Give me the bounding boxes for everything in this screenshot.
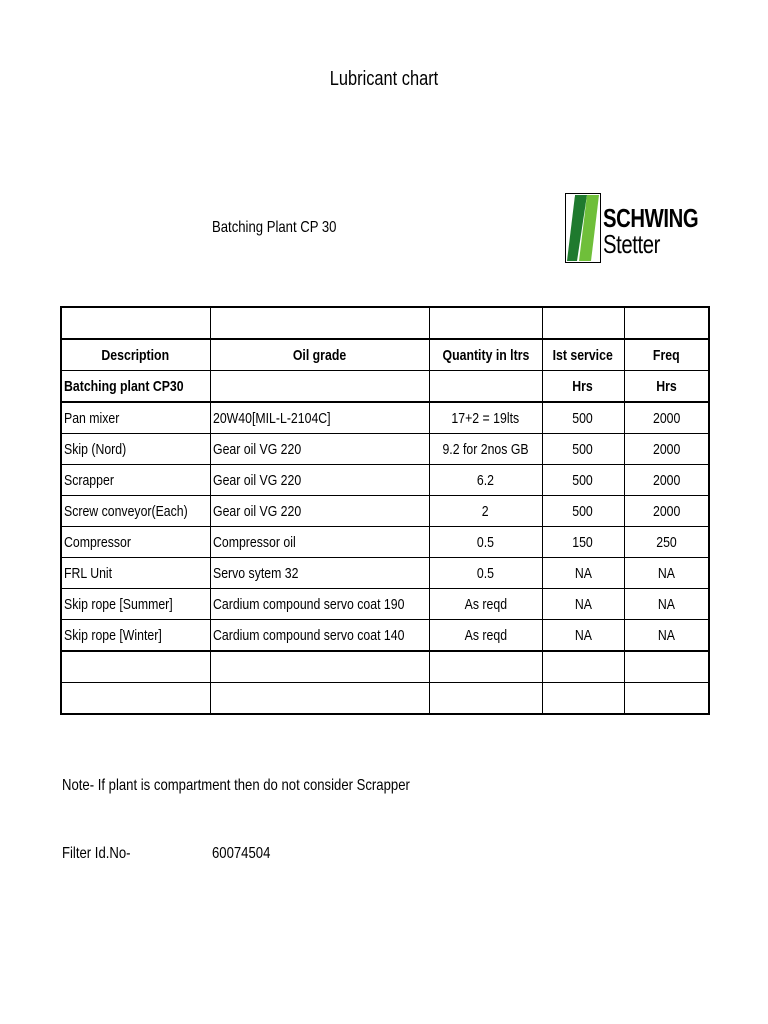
cell-oil-grade: Cardium compound servo coat 140 (210, 620, 429, 652)
cell-description: FRL Unit (61, 558, 210, 589)
cell-first-service: NA (542, 620, 624, 652)
cell-frequency: 2000 (624, 434, 709, 465)
schwing-stetter-logo (563, 192, 699, 264)
cell-frequency: 2000 (624, 465, 709, 496)
subheader-empty (210, 371, 429, 403)
header-description: Description (61, 339, 210, 371)
subheader-hrs: Hrs (542, 371, 624, 403)
table-row (61, 620, 709, 652)
table-row (61, 589, 709, 620)
cell-description: Screw conveyor(Each) (61, 496, 210, 527)
table-row (61, 465, 709, 496)
cell-oil-grade: Gear oil VG 220 (210, 496, 429, 527)
logo-text-stetter: Stetter (603, 229, 661, 259)
table-row (61, 434, 709, 465)
cell-first-service: 500 (542, 465, 624, 496)
note-text: Note- If plant is compartment then do not consider Scrapper (62, 777, 410, 794)
cell-oil-grade: Servo sytem 32 (210, 558, 429, 589)
subheader-plant: Batching plant CP30 (61, 371, 210, 403)
logo-text-schwing: SCHWING (603, 203, 699, 233)
cell-frequency: 250 (624, 527, 709, 558)
cell-first-service: 500 (542, 496, 624, 527)
cell-frequency: 2000 (624, 402, 709, 434)
cell-oil-grade: Gear oil VG 220 (210, 465, 429, 496)
cell-first-service: 500 (542, 402, 624, 434)
cell-quantity: 0.5 (429, 527, 542, 558)
cell-frequency: NA (624, 558, 709, 589)
cell-first-service: NA (542, 558, 624, 589)
header-quantity: Quantity in ltrs (429, 339, 542, 371)
cell-quantity: 0.5 (429, 558, 542, 589)
table-empty-row (61, 683, 709, 715)
table-subheader-row (61, 371, 709, 403)
table-row (61, 558, 709, 589)
page-title: Lubricant chart (329, 68, 439, 90)
cell-first-service: 150 (542, 527, 624, 558)
cell-first-service: 500 (542, 434, 624, 465)
cell-description: Scrapper (61, 465, 210, 496)
subheader-hrs: Hrs (624, 371, 709, 403)
cell-description: Skip (Nord) (61, 434, 210, 465)
logo-stripes-icon (565, 193, 601, 263)
filter-label: Filter Id.No- (62, 845, 131, 862)
cell-description: Skip rope [Winter] (61, 620, 210, 652)
cell-description: Compressor (61, 527, 210, 558)
table-row (61, 527, 709, 558)
cell-oil-grade: Cardium compound servo coat 190 (210, 589, 429, 620)
cell-quantity: 6.2 (429, 465, 542, 496)
cell-first-service: NA (542, 589, 624, 620)
cell-frequency: NA (624, 589, 709, 620)
cell-quantity: As reqd (429, 620, 542, 652)
cell-description: Skip rope [Summer] (61, 589, 210, 620)
cell-frequency: NA (624, 620, 709, 652)
header-oil-grade: Oil grade (210, 339, 429, 371)
cell-quantity: 9.2 for 2nos GB (429, 434, 542, 465)
cell-oil-grade: Compressor oil (210, 527, 429, 558)
table-row (61, 496, 709, 527)
table-empty-row (61, 651, 709, 683)
cell-oil-grade: Gear oil VG 220 (210, 434, 429, 465)
cell-frequency: 2000 (624, 496, 709, 527)
cell-oil-grade: 20W40[MIL-L-2104C] (210, 402, 429, 434)
subheader-empty (429, 371, 542, 403)
cell-description: Pan mixer (61, 402, 210, 434)
header-frequency: Freq (624, 339, 709, 371)
lubricant-table (60, 306, 710, 715)
cell-quantity: 2 (429, 496, 542, 527)
table-row (61, 402, 709, 434)
cell-quantity: 17+2 = 19lts (429, 402, 542, 434)
cell-quantity: As reqd (429, 589, 542, 620)
subtitle: Batching Plant CP 30 (212, 219, 337, 236)
table-header-row (61, 339, 709, 371)
filter-value: 60074504 (212, 845, 271, 862)
header-first-service: Ist service (542, 339, 624, 371)
table-empty-row (61, 307, 709, 339)
